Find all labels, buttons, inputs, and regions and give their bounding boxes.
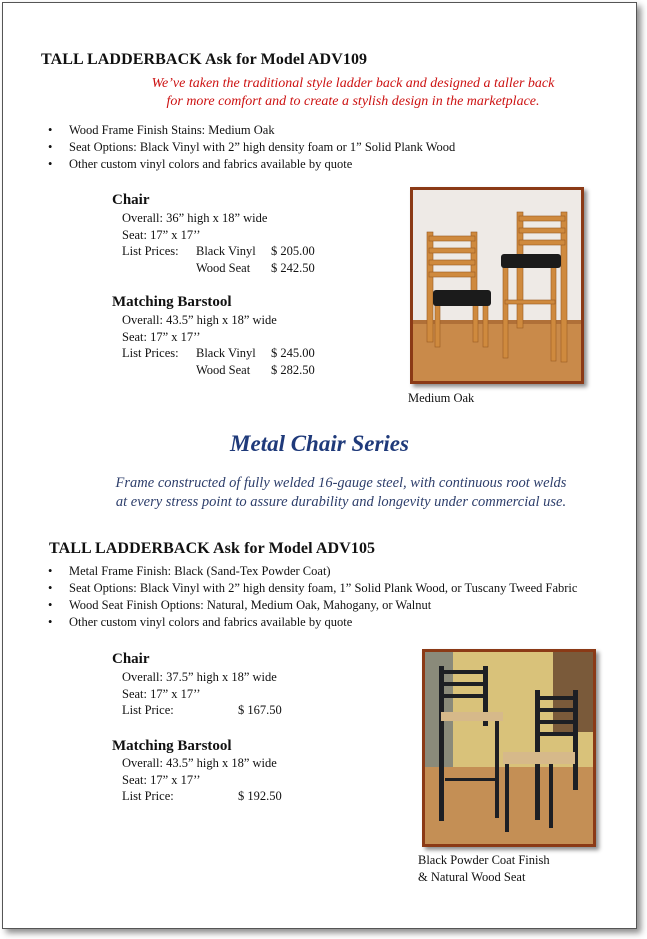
spec-overall: Overall: 37.5” high x 18” wide bbox=[122, 670, 277, 684]
caption-line: Black Powder Coat Finish bbox=[418, 853, 550, 867]
price-value: $ 242.50 bbox=[271, 260, 315, 275]
spec-seat: Seat: 17” x 17’’ bbox=[122, 329, 201, 344]
spec-seat: Seat: 17” x 17’’ bbox=[122, 227, 201, 242]
spec-overall: Overall: 36” high x 18” wide bbox=[122, 211, 268, 225]
price-value: $ 192.50 bbox=[238, 789, 282, 803]
price-type: Black Vinyl bbox=[196, 346, 256, 360]
chair-title: Chair bbox=[112, 192, 150, 208]
barstool-specs bbox=[122, 755, 282, 805]
price-value: $ 245.00 bbox=[271, 346, 315, 360]
spec-overall: Overall: 43.5” high x 18” wide bbox=[122, 313, 277, 327]
spec-seat: Seat: 17” x 17’’ bbox=[122, 772, 201, 787]
feature-item: • Wood Frame Finish Stains: Medium Oak bbox=[43, 122, 455, 139]
price-value: $ 205.00 bbox=[271, 244, 315, 258]
series-desc-line: Frame constructed of fully welded 16-gauge steel, with continuous root welds bbox=[115, 475, 567, 491]
price-label: List Price: bbox=[122, 703, 174, 717]
chair-title: Chair bbox=[112, 651, 150, 667]
oak-chairs-image bbox=[413, 190, 581, 381]
series-desc-line: at every stress point to assure durability and longevity under commercial use. bbox=[115, 494, 567, 510]
spec-overall: Overall: 43.5” high x 18” wide bbox=[122, 756, 277, 770]
barstool-title: Matching Barstool bbox=[112, 738, 232, 754]
catalog-page bbox=[2, 2, 637, 929]
feature-list bbox=[43, 122, 455, 173]
price-label: List Price: bbox=[122, 789, 174, 803]
tagline-line: for more comfort and to create a stylish design in the marketplace. bbox=[166, 94, 540, 109]
price-value: $ 167.50 bbox=[238, 703, 282, 717]
series-description bbox=[61, 474, 621, 512]
feature-item: • Other custom vinyl colors and fabrics available by quote bbox=[43, 614, 577, 631]
feature-item: • Other custom vinyl colors and fabrics available by quote bbox=[43, 156, 455, 173]
price-label: List Prices: bbox=[122, 244, 179, 258]
feature-item: • Metal Frame Finish: Black (Sand-Tex Powder Coat) bbox=[43, 563, 577, 580]
product-photo-oak bbox=[410, 187, 584, 384]
barstool-title: Matching Barstool bbox=[112, 294, 232, 310]
price-type: Wood Seat bbox=[196, 362, 251, 377]
photo-caption bbox=[418, 852, 550, 885]
model-tagline bbox=[123, 75, 583, 111]
tagline-line: We’ve taken the traditional style ladder back and designed a taller back bbox=[151, 76, 555, 91]
price-value: $ 282.50 bbox=[271, 362, 315, 377]
feature-item: • Wood Seat Finish Options: Natural, Medium Oak, Mahogany, or Walnut bbox=[43, 597, 577, 614]
metal-chairs-image bbox=[425, 652, 593, 844]
series-title: Metal Chair Series bbox=[230, 431, 409, 456]
photo-caption: Medium Oak bbox=[408, 391, 475, 405]
barstool-specs bbox=[122, 312, 315, 378]
price-type: Black Vinyl bbox=[196, 244, 256, 258]
feature-item: • Seat Options: Black Vinyl with 2” high density foam, 1” Solid Plank Wood, or Tuscany Tweed Fabric bbox=[43, 580, 577, 597]
price-type: Wood Seat bbox=[196, 260, 251, 275]
chair-specs bbox=[122, 669, 282, 719]
price-label: List Prices: bbox=[122, 346, 179, 360]
spec-seat: Seat: 17” x 17’’ bbox=[122, 686, 201, 701]
feature-item: • Seat Options: Black Vinyl with 2” high density foam or 1” Solid Plank Wood bbox=[43, 139, 455, 156]
feature-list bbox=[43, 563, 577, 631]
chair-specs bbox=[122, 210, 315, 276]
caption-line: & Natural Wood Seat bbox=[418, 869, 526, 884]
model-heading: TALL LADDERBACK Ask for Model ADV105 bbox=[49, 540, 376, 557]
product-photo-metal bbox=[422, 649, 596, 847]
model-heading: TALL LADDERBACK Ask for Model ADV109 bbox=[41, 51, 368, 68]
